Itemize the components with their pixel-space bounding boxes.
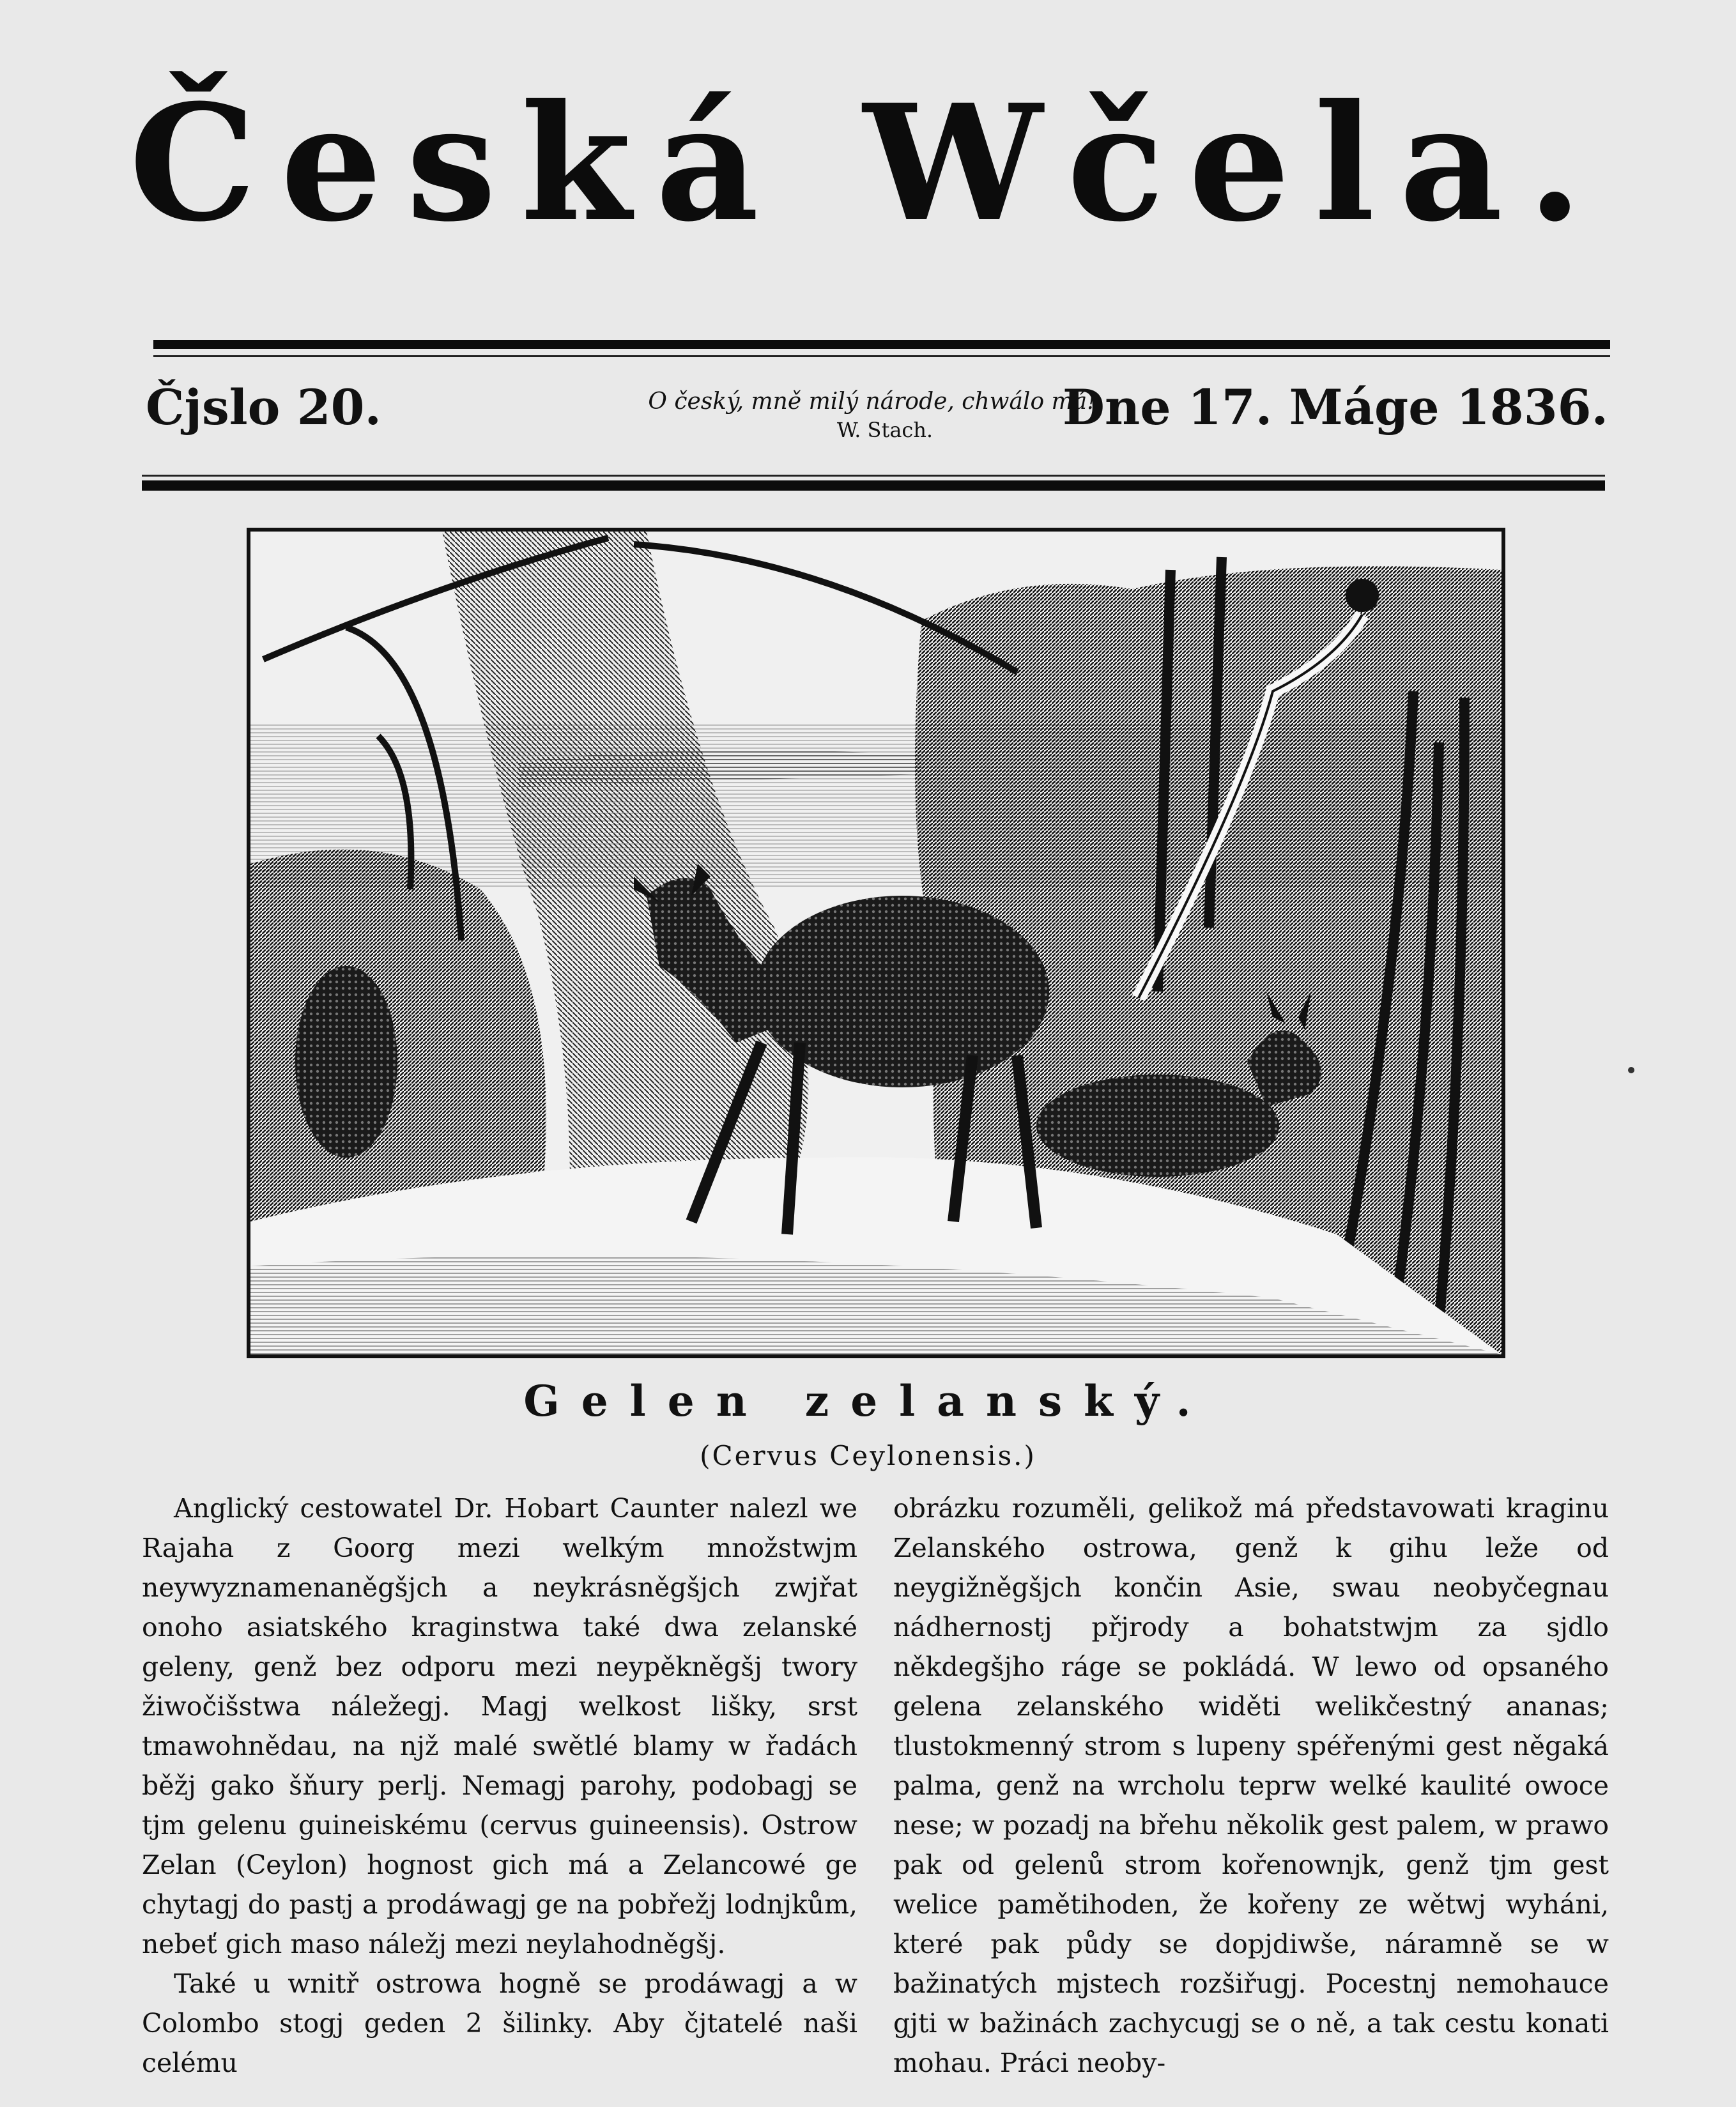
caption-latin: (Cervus Ceylonensis.): [700, 1440, 1036, 1471]
article-column-left: [142, 1489, 857, 2083]
motto: [639, 387, 1105, 443]
issue-date: Dne 17. Máge 1836.: [1063, 379, 1608, 436]
motto-author: W. Stach.: [836, 417, 933, 442]
top-rule-thick: [153, 340, 1610, 349]
bottom-rule-thin: [142, 475, 1605, 477]
print-speck: [1628, 1067, 1634, 1073]
article-paragraph: Anglický cestowatel Dr. Hobart Caunter nalezl we Rajaha z Goorg mezi welkým množstwjm neywyznamenaněgšjch a neykrásněgšjch zwjřat onoho asiatského kraginstwa také dwa zelanské geleny, genž bez odporu mezi neypěkněgšj twory žiwočišstwa náležegj. Magj welkost lišky, srst tmawohnědau, na njž malé swětlé blamy w řadách běžj gako šňury perlj. Nemagj parohy, podobagj se tjm gelenu guineiskému (cervus guineensis). Ostrow Zelan (Ceylon) hognost gich má a Zelancowé ge chytagj do pastj a prodáwagj ge na pobřežj lodnjkům, nebeť gich maso náležj mezi neylahodněgšj.: [142, 1493, 857, 1959]
engraving-svg: [250, 532, 1502, 1354]
bottom-rule-thick: [142, 480, 1605, 491]
caption-title: Gelen zelanský.: [523, 1376, 1213, 1426]
masthead-title: Česká Wčela.: [128, 69, 1608, 257]
top-rule-thin: [153, 355, 1610, 357]
issue-number: Čjslo 20.: [146, 379, 382, 436]
deer-engraving-icon: [247, 528, 1505, 1358]
article-column-right: [893, 1489, 1609, 2083]
article-paragraph: Také u wnitř ostrowa hogně se prodáwagj a w Colombo stogj geden 2 šilinky. Aby čjtatelé naši celému: [142, 1968, 857, 2078]
motto-line: O český, mně milý národe, chwálo má!: [648, 388, 1096, 415]
article-paragraph: obrázku rozuměli, gelikož má představowati kraginu Zelanského ostrowa, genž k gihu leže od neygižněgšjch končin Asie, swau neobyčegnau nádhernostj přjrody a bohatstwjm za sjdlo někdegšjho ráge se pokládá. W lewo od opsaného gelena zelanského widěti welikčestný ananas; tlustokmenný strom s lupeny spéřenými gest něgaká palma, genž na wrcholu teprw welké kaulité owoce nese; w pozadj na břehu několik gest palem, w prawo pak od gelenů strom kořenownjk, genž tjm gest welice pamětihoden, že kořeny ze wětwj wyháni, které pak půdy se dopjdiwše, náramně se w bažinatých mjstech rozšiřugj. Pocestnj nemohauce gjti w bažinách zachycugj se o ně, a tak cestu konati mohau. Práci neoby-: [893, 1493, 1609, 2078]
